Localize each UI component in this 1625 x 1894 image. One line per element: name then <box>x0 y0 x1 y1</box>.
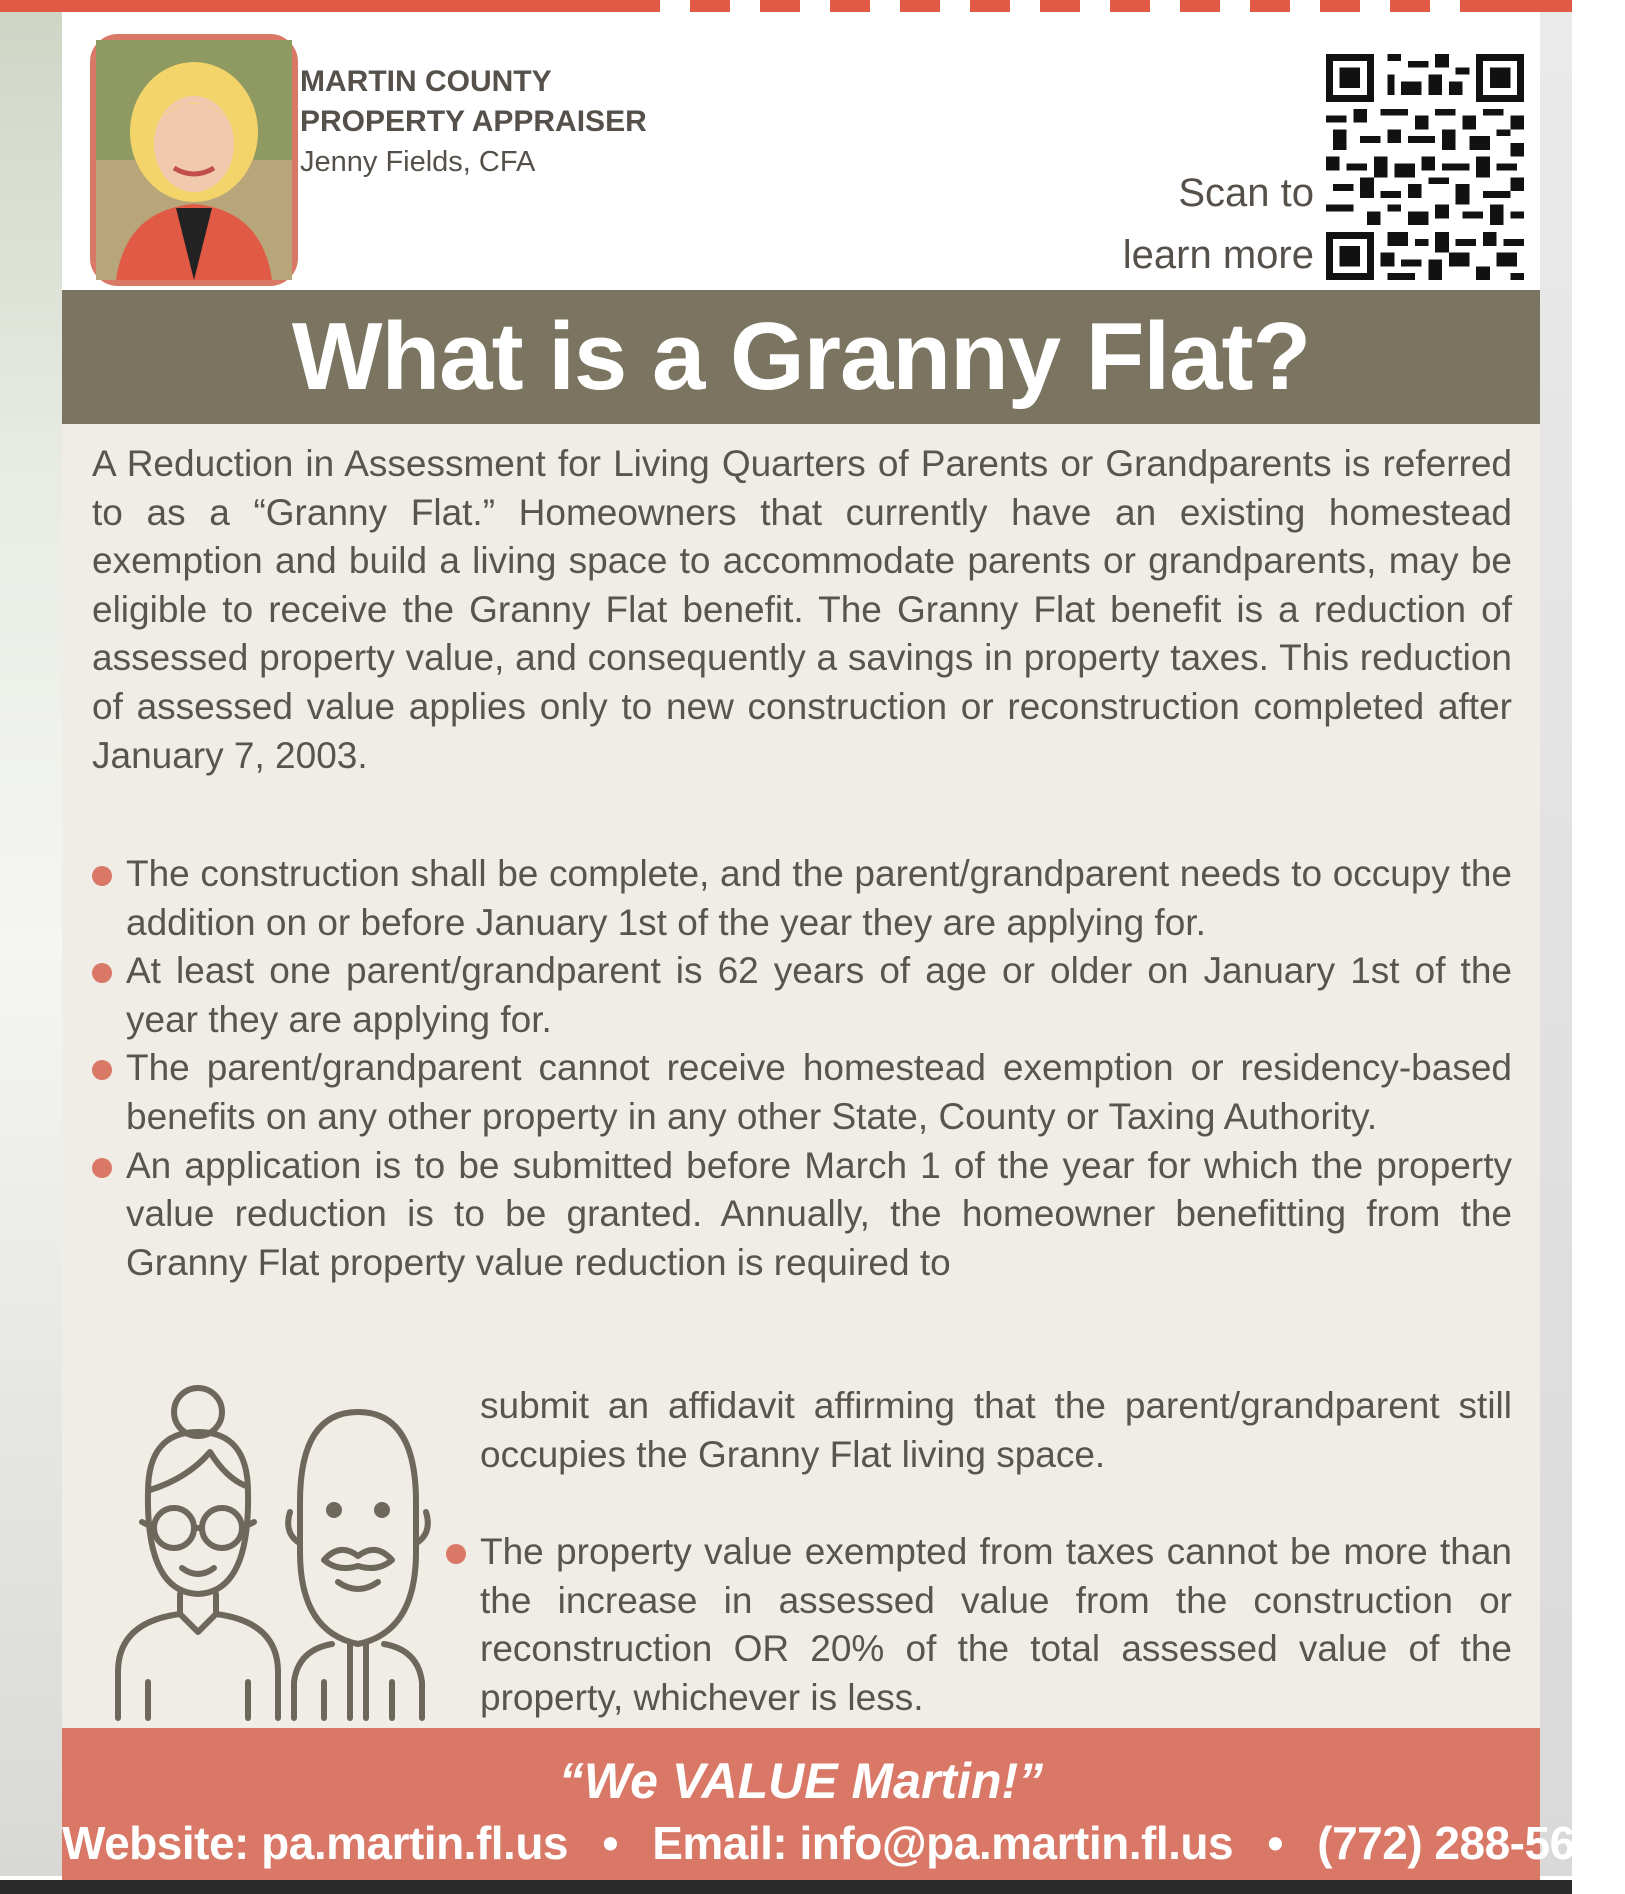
agency-name <box>300 62 647 142</box>
top-decorative-pattern <box>620 0 1500 12</box>
scan-prompt-line1: Scan to <box>1178 171 1314 215</box>
list-item <box>92 850 1512 947</box>
right-background-edge <box>1540 12 1572 1876</box>
list-item-text: At least one parent/grandparent is 62 years of age or older on January 1st of the year they are applying for. <box>126 950 1512 1040</box>
contact-line <box>62 1816 1625 1870</box>
contact-separator: • <box>1267 1817 1283 1869</box>
official-name: Jenny Fields, CFA <box>300 146 536 178</box>
bullet-dot-icon <box>92 1158 112 1178</box>
flyer-card <box>62 12 1625 1880</box>
list-item <box>92 947 1512 1044</box>
list-item-text: The construction shall be complete, and the parent/grandparent needs to occupy the addition on or before January 1st of the year they are applying for. <box>126 853 1512 943</box>
bullet-dot-icon <box>446 1544 466 1564</box>
flyer-header <box>62 12 1540 290</box>
bullet-dot-icon <box>92 963 112 983</box>
email-link[interactable]: Email: info@pa.martin.fl.us <box>652 1817 1234 1869</box>
website-link[interactable]: Website: pa.martin.fl.us <box>62 1817 569 1869</box>
bottom-edge-strip <box>0 1880 1572 1894</box>
title-band <box>62 290 1540 424</box>
appraiser-portrait <box>90 34 298 286</box>
list-item <box>92 1044 1512 1141</box>
slogan: “We VALUE Martin!” <box>558 1753 1044 1809</box>
list-item-continuation: submit an affidavit affirming that the parent/grandparent still occupies the Granny Flat living space. <box>480 1385 1512 1475</box>
page-title: What is a Granny Flat? <box>291 303 1311 410</box>
contact-separator: • <box>602 1817 618 1869</box>
grandparents-icon <box>88 1382 448 1722</box>
agency-name-line1: MARTIN COUNTY <box>300 65 552 98</box>
list-item-text: The property value exempted from taxes cannot be more than the increase in assessed value from the construction or reconstruction OR 20% of the total assessed value of the property, whichever is less. <box>480 1531 1512 1718</box>
scan-prompt-line2: learn more <box>1122 233 1314 277</box>
portrait-illustration <box>96 40 292 280</box>
list-item-text: The parent/grandparent cannot receive homestead exemption or residency-based benefits on any other property in any other State, County or Taxing Authority. <box>126 1047 1512 1137</box>
requirements-list <box>92 850 1512 1287</box>
list-item-text: An application is to be submitted before March 1 of the year for which the property value reduction is to be granted. Annually, the homeowner benefitting from the Granny Flat property value reduction is required to <box>126 1144 1512 1283</box>
agency-name-line2: PROPERTY APPRAISER <box>300 105 647 138</box>
qr-code-icon[interactable] <box>1326 54 1524 280</box>
intro-paragraph: A Reduction in Assessment for Living Quarters of Parents or Grandparents is referred to as a “Granny Flat.” Homeowners that currently have an existing homestead exemption and build a living space to accommodate parents or grandparents, may be eligible to receive the Granny Flat benefit. The Granny Flat benefit is a reduction of assessed property value, and consequently a savings in property taxes. This reduction of assessed value applies only to new construction or reconstruction completed after January 7, 2003. <box>92 443 1512 776</box>
scan-prompt <box>1123 162 1314 286</box>
bullet-dot-icon <box>92 1060 112 1080</box>
flyer-footer <box>62 1728 1625 1880</box>
list-item <box>92 1142 1512 1288</box>
list-item <box>446 1528 1512 1722</box>
left-background-photo <box>0 12 62 1876</box>
bullet-dot-icon <box>92 866 112 886</box>
phone-link[interactable]: (772) 288-5608 <box>1317 1817 1625 1869</box>
